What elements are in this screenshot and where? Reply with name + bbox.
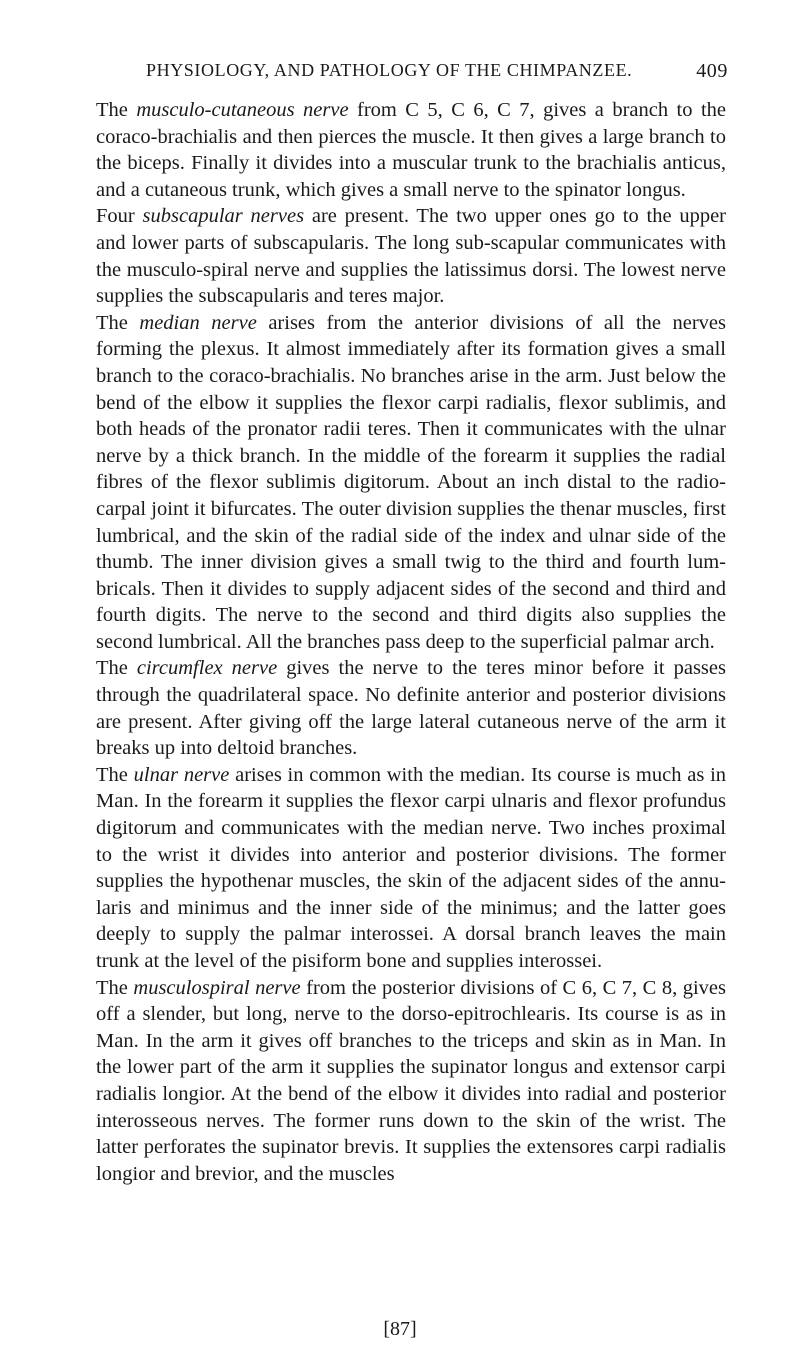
paragraph-prefix: The xyxy=(96,763,134,786)
paragraph-subscapular xyxy=(96,203,726,309)
paragraph-prefix: The xyxy=(96,99,137,121)
nerve-term: subscapular nerves xyxy=(142,205,305,228)
paragraph-median xyxy=(96,310,726,656)
nerve-term: musculospiral nerve xyxy=(133,976,301,999)
paragraph-prefix: The xyxy=(96,657,137,680)
paragraph-prefix: Four xyxy=(96,205,143,228)
paragraph-prefix: The xyxy=(96,311,140,334)
paragraph-text: from the posterior divisions of C 6, C 7, C 8, gives off a slender, but long, nerve to the dorso-epitrochlearis. Its course is as in Man. In the arm it gives off branches to the triceps and skin as in Man. In the lower part of the arm it supplies the supinator longus and extensor carpi radialis longior. At the bend of the elbow it divides into radial and posterior interosseous nerves. The former runs down to the skin of the wrist. The latter perforates the supinator brevis. It supplies the extensores carpi radialis longior and brevior, and the muscles xyxy=(96,976,727,1185)
paragraph-musculo-cutaneous xyxy=(96,97,726,203)
running-head-title: PHYSIOLOGY, AND PATHOLOGY OF THE CHIMPANZEE. xyxy=(146,60,633,80)
nerve-term: circumflex nerve xyxy=(136,657,278,680)
paragraph-text: gives the nerve to the teres minor before it passes through the quadrilateral space. No definite anterior and posterior divisions are present. After giving off the large lateral cutaneous nerve of the arm it breaks up into deltoid branches. xyxy=(96,657,726,760)
paragraph-prefix: The xyxy=(96,976,134,999)
nerve-term: ulnar nerve xyxy=(133,763,230,786)
page-number: 409 xyxy=(696,60,728,82)
paragraph-text: are present. The two upper ones go to the upper and lower parts of subscapularis. The long sub-scapular communicates with the musculo-spiral nerve and supplies the latissimus dorsi. The lowest nerve supplies the subscapularis and teres major. xyxy=(96,205,727,308)
body-text xyxy=(96,97,726,1187)
paragraph-text: arises in common with the median. Its course is much as in Man. In the forearm it supplies the flexor carpi ulnaris and flexor profundus digitorum and communicates with the median nerve. Two inches proximal to the wrist it divides into anterior and posterior divisions. The former supplies the hypothenar muscles, the skin of the adjacent sides of the annu-laris and minimus and the inner side of the minimus; and the latter goes deeply to supply the palmar interossei. A dorsal branch leaves the main trunk at the level of the pisiform bone and supplies interossei. xyxy=(96,763,727,972)
paragraph-musculospiral xyxy=(96,975,726,1188)
nerve-term: median nerve xyxy=(139,311,257,334)
paragraph-text: from C 5, C 6, C 7, gives a branch to the coraco-brachialis and then pierces the muscle. It then gives a large branch to the biceps. Finally it divides into a muscular trunk to the brachialis anticus, and a cutaneous trunk, which gives a small nerve to the spinator longus. xyxy=(96,99,726,201)
paragraph-ulnar xyxy=(96,762,726,975)
nerve-term: musculo-cutaneous nerve xyxy=(136,99,349,121)
folio: [87] xyxy=(383,1318,417,1340)
paragraph-text: arises from the anterior divisions of all the nerves forming the plexus. It almost immediately after its formation gives a small branch to the coraco-brachialis. No branches arise in the arm. Just below the bend of the elbow it supplies the flexor carpi radialis, flexor sublimis, and both heads of the pronator radii teres. Then it communicates with the ulnar nerve by a thick branch. In the middle of the forearm it supplies the radial fibres of the flexor sublimis digitorum. About an inch distal to the radio-carpal joint it bifurcates. The outer division supplies the thenar muscles, first lumbrical, and the skin of the radial side of the index and ulnar side of the thumb. The inner division gives a small twig to the third and fourth lum-bricals. Then it divides to supply adjacent sides of the second and third and fourth digits. The nerve to the second and third digits also supplies the second lumbrical. All the branches pass deep to the superficial palmar arch. xyxy=(96,311,727,653)
paragraph-circumflex xyxy=(96,655,726,761)
